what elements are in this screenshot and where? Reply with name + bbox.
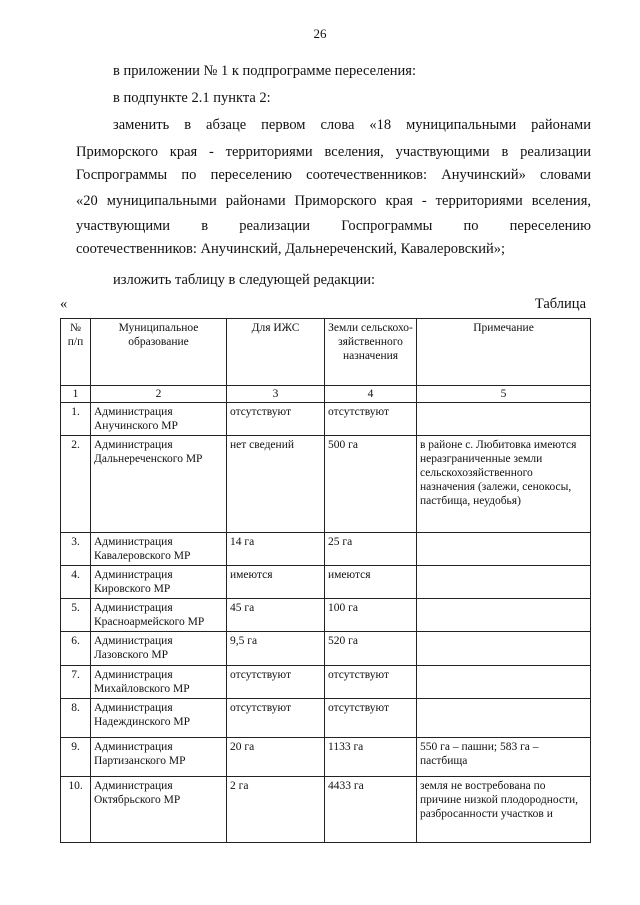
note-cell — [417, 666, 591, 699]
izhs-cell: отсутствуют — [227, 699, 325, 738]
municipality-cell: Администрация Надеждинского МР — [91, 699, 227, 738]
body-line-1: заменить в абзаце первом слова «18 муниципальными районами — [113, 117, 591, 133]
note-cell — [417, 599, 591, 632]
municipality-cell: Администрация Партизанского МР — [91, 738, 227, 777]
municipality-cell: Администрация Дальнереченского МР — [91, 436, 227, 533]
table-caption: Таблица — [534, 296, 586, 312]
note-cell — [417, 632, 591, 666]
note-cell — [417, 699, 591, 738]
row-number: 6. — [61, 632, 91, 666]
intro-line-2: в подпункте 2.1 пункта 2: — [113, 90, 271, 106]
izhs-cell: имеются — [227, 566, 325, 599]
izhs-cell: нет сведений — [227, 436, 325, 533]
land-table — [60, 318, 591, 843]
table-row — [61, 566, 591, 599]
note-cell — [417, 533, 591, 566]
agricultural-cell: отсутствуют — [325, 666, 417, 699]
row-number: 3. — [61, 533, 91, 566]
izhs-cell: 20 га — [227, 738, 325, 777]
note-cell — [417, 403, 591, 436]
opening-quote: « — [60, 296, 68, 312]
header-number: № п/п — [61, 319, 91, 386]
municipality-cell: Администрация Лазовского МР — [91, 632, 227, 666]
agricultural-cell: 25 га — [325, 533, 417, 566]
intro-line-1: в приложении № 1 к подпрограмме переселения: — [113, 63, 416, 79]
note-cell: земля не востребована по причине низкой плодородности, разбросанности участков и — [417, 777, 591, 843]
izhs-cell: 9,5 га — [227, 632, 325, 666]
municipality-cell: Администрация Красноармейского МР — [91, 599, 227, 632]
column-numbers-row — [61, 386, 591, 403]
agricultural-cell: 1133 га — [325, 738, 417, 777]
table-row — [61, 738, 591, 777]
row-number: 2. — [61, 436, 91, 533]
row-number: 5. — [61, 599, 91, 632]
izhs-cell: 14 га — [227, 533, 325, 566]
agricultural-cell: 500 га — [325, 436, 417, 533]
municipality-cell: Администрация Михайловского МР — [91, 666, 227, 699]
table-row — [61, 666, 591, 699]
table-row — [61, 403, 591, 436]
agricultural-cell: 4433 га — [325, 777, 417, 843]
municipality-cell: Администрация Кировского МР — [91, 566, 227, 599]
row-number: 8. — [61, 699, 91, 738]
header-izhs: Для ИЖС — [227, 319, 325, 386]
agricultural-cell: отсутствуют — [325, 403, 417, 436]
agricultural-cell: отсутствуют — [325, 699, 417, 738]
header-municipality: Муниципальное образование — [91, 319, 227, 386]
note-cell: 550 га – пашни; 583 га – пастбища — [417, 738, 591, 777]
row-number: 7. — [61, 666, 91, 699]
column-number: 2 — [91, 386, 227, 403]
body-line-3: Госпрограммы по переселению соотечественников: Анучинский» словами — [76, 167, 591, 183]
table-row — [61, 436, 591, 533]
header-agricultural: Земли сельскохо-зяйственного назначения — [325, 319, 417, 386]
note-cell: в районе с. Любитовка имеются неразграниченные земли сельскохозяйственного назначения (залежи, сенокосы, пастбища, неудобья) — [417, 436, 591, 533]
row-number: 1. — [61, 403, 91, 436]
note-cell — [417, 566, 591, 599]
izhs-cell: отсутствуют — [227, 403, 325, 436]
agricultural-cell: 520 га — [325, 632, 417, 666]
municipality-cell: Администрация Кавалеровского МР — [91, 533, 227, 566]
table-row — [61, 533, 591, 566]
body-line-6: соотечественников: Анучинский, Дальнереченский, Кавалеровский»; — [76, 241, 506, 257]
municipality-cell: Администрация Октябрьского МР — [91, 777, 227, 843]
municipality-cell: Администрация Анучинского МР — [91, 403, 227, 436]
table-row — [61, 777, 591, 843]
row-number: 10. — [61, 777, 91, 843]
agricultural-cell: 100 га — [325, 599, 417, 632]
intro-line-3: изложить таблицу в следующей редакции: — [113, 272, 376, 288]
table-row — [61, 599, 591, 632]
column-number: 3 — [227, 386, 325, 403]
page-number: 26 — [313, 26, 327, 41]
body-line-4: «20 муниципальными районами Приморского края - территориями вселения, — [76, 193, 591, 209]
table-header-row — [61, 319, 591, 386]
izhs-cell: 2 га — [227, 777, 325, 843]
body-line-5: участвующими в реализации Госпрограммы по переселению — [76, 218, 591, 234]
column-number: 4 — [325, 386, 417, 403]
izhs-cell: 45 га — [227, 599, 325, 632]
izhs-cell: отсутствуют — [227, 666, 325, 699]
row-number: 4. — [61, 566, 91, 599]
agricultural-cell: имеются — [325, 566, 417, 599]
column-number: 1 — [61, 386, 91, 403]
table-row — [61, 632, 591, 666]
row-number: 9. — [61, 738, 91, 777]
body-line-2: Приморского края - территориями вселения, участвующими в реализации — [76, 144, 591, 160]
header-note: Примечание — [417, 319, 591, 386]
column-number: 5 — [417, 386, 591, 403]
table-row — [61, 699, 591, 738]
